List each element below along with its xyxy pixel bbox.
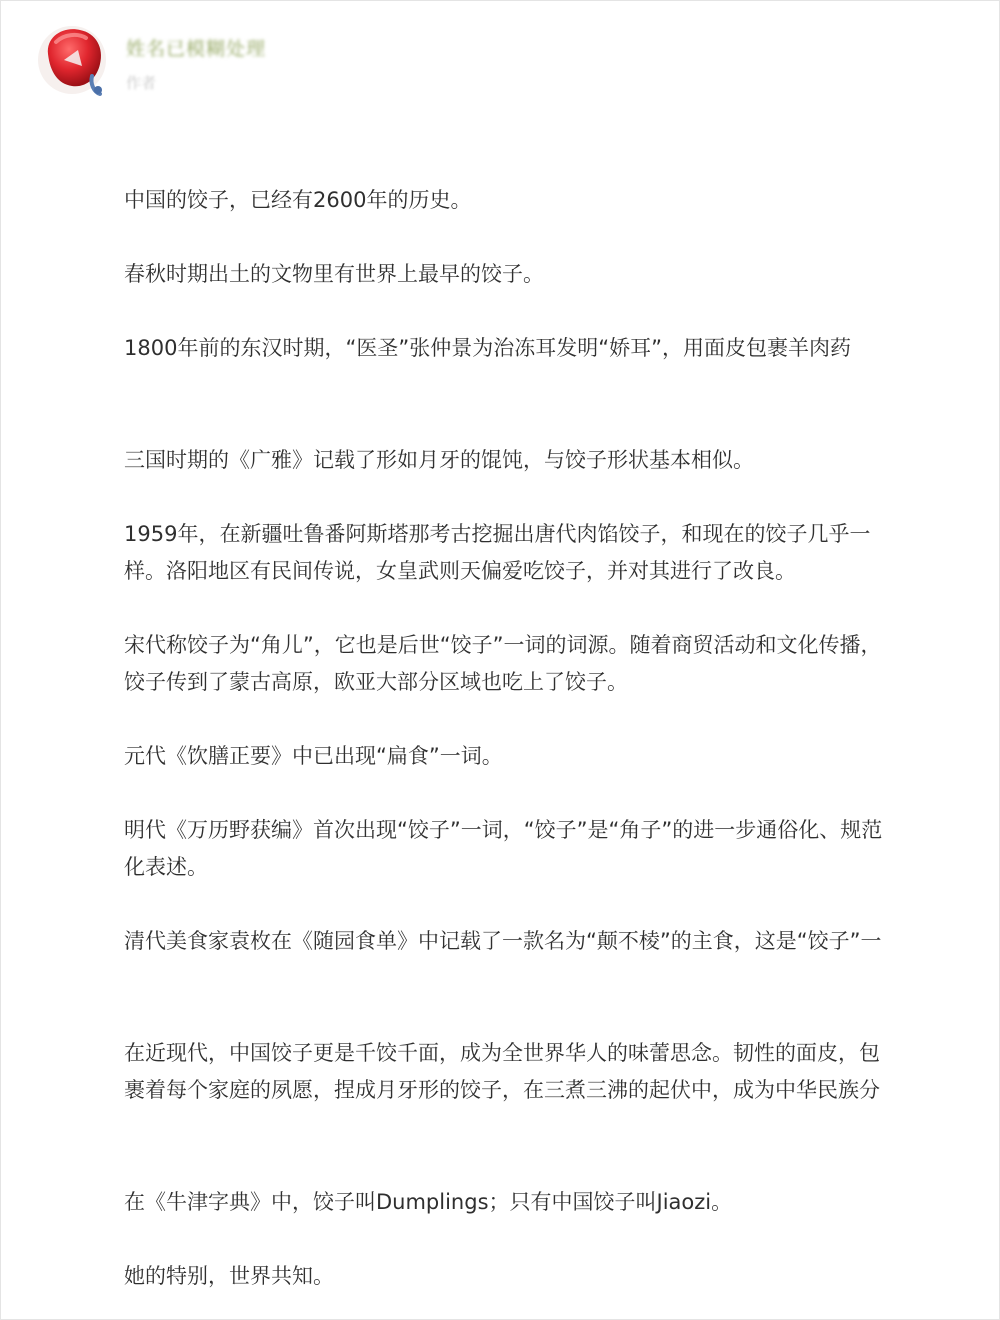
article-paragraph: 明代《万历野获编》首次出现“饺子”一词，“饺子”是“角子”的进一步通俗化、规范 化表述。 xyxy=(124,818,883,879)
post-header xyxy=(34,20,634,104)
boxing-glove-icon xyxy=(34,20,114,100)
article-paragraph: 她的特别，世界共知。 xyxy=(124,1264,334,1288)
article-paragraph: 宋代称饺子为“角儿”，它也是后世“饺子”一词的词源。随着商贸活动和文化传播， 饺子传到了蒙古高原，欧亚大部分区域也吃上了饺子。 xyxy=(124,633,882,694)
article-paragraph: 1800年前的东汉时期，“医圣”张仲景为治冻耳发明“娇耳”，用面皮包裹羊肉药 xyxy=(124,336,851,360)
article-paragraph: 清代美食家袁枚在《随园食单》中记载了一款名为“颠不棱”的主食，这是“饺子”一 xyxy=(124,929,882,953)
article-body xyxy=(124,182,974,1295)
article-paragraph: 春秋时期出土的文物里有世界上最早的饺子。 xyxy=(124,262,544,286)
author-avatar[interactable] xyxy=(34,20,114,100)
article-paragraph: 中国的饺子，已经有2600年的历史。 xyxy=(124,188,472,212)
author-name[interactable]: 姓名已模糊处理 xyxy=(126,38,267,60)
article-paragraph: 元代《饮膳正要》中已出现“扁食”一词。 xyxy=(124,744,503,768)
article-paragraph: 三国时期的《广雅》记载了形如月牙的馄饨，与饺子形状基本相似。 xyxy=(124,448,754,472)
article-paragraph: 在近现代，中国饺子更是千饺千面，成为全世界华人的味蕾思念。韧性的面皮，包 裹着每个家庭的夙愿，捏成月牙形的饺子，在三煮三沸的起伏中，成为中华民族分 xyxy=(124,1041,880,1102)
article-paragraph: 在《牛津字典》中，饺子叫Dumplings；只有中国饺子叫Jiaozi。 xyxy=(124,1190,733,1214)
article-paragraph: 1959年，在新疆吐鲁番阿斯塔那考古挖掘出唐代肉馅饺子，和现在的饺子几乎一 样。洛阳地区有民间传说，女皇武则天偏爱吃饺子，并对其进行了改良。 xyxy=(124,522,871,583)
author-subtitle: 作者 xyxy=(126,74,157,92)
